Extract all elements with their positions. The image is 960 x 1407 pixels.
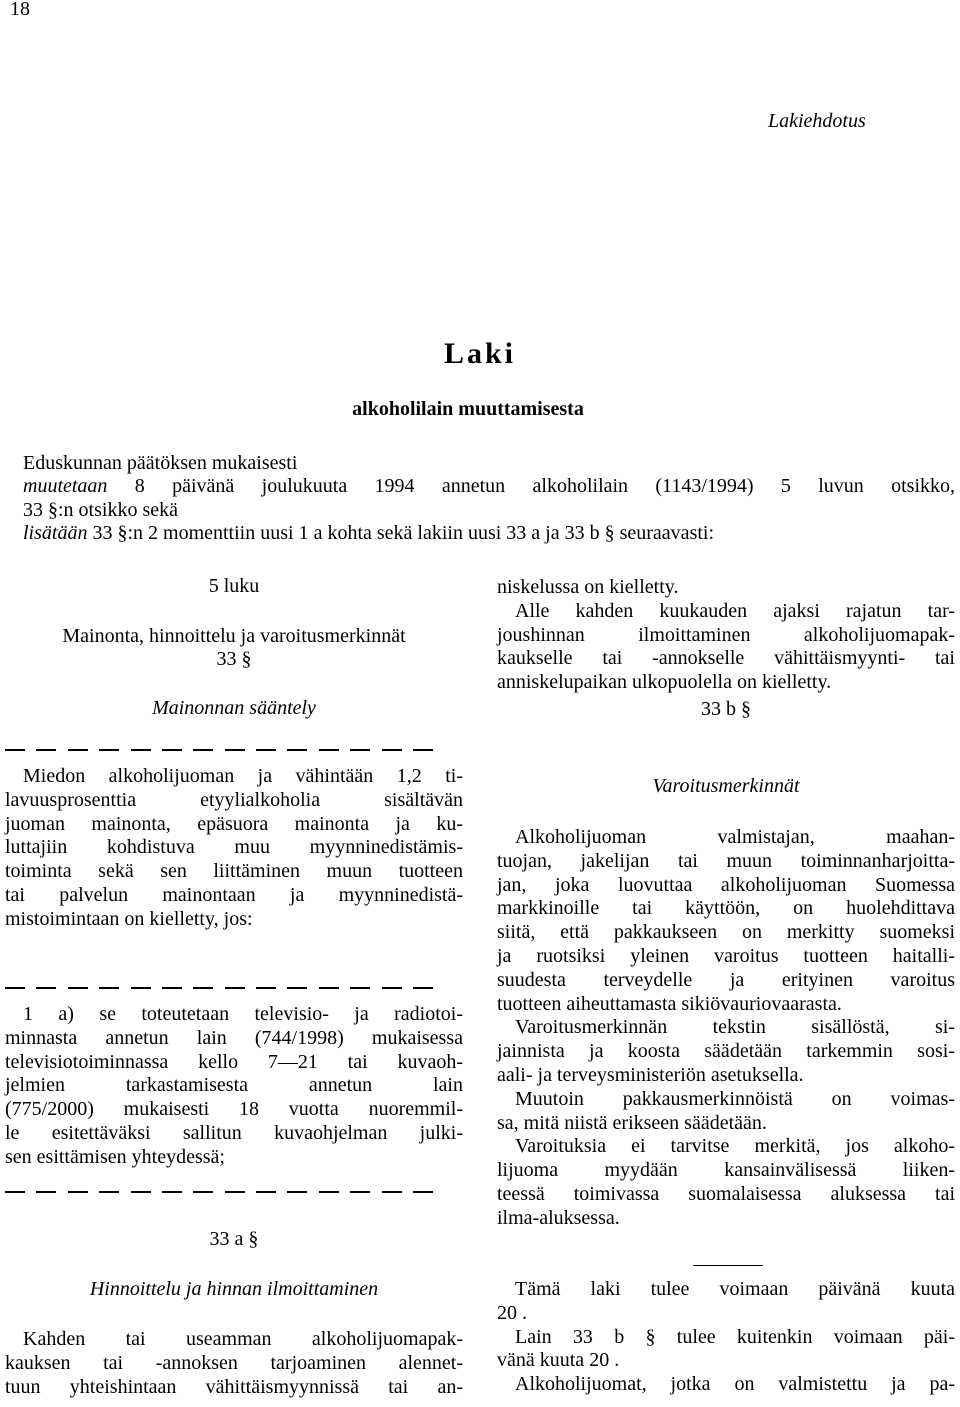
text-line: tai palvelun mainontaan ja myynninedistä-: [5, 883, 463, 906]
text-line: (775/2000) mukaisesti 18 vuotta nuoremmil-: [5, 1098, 463, 1121]
text-line: Varoituksia ei tarvitse merkitä, jos alkoho-: [515, 1135, 955, 1158]
omission-dashes-2: [5, 987, 433, 989]
section-33-title: Mainonnan sääntely: [152, 697, 316, 719]
text-line: tuotteen aiheuttamasta sikiövauriovaarasta.: [497, 992, 842, 1015]
running-header: Lakiehdotus: [768, 110, 866, 132]
omission-dashes-3: [5, 1191, 433, 1193]
text-line: kaukselle tai -annokselle vähittäismyynti- tai: [497, 647, 955, 670]
text-line: aali- ja terveysministeriön asetuksella.: [497, 1063, 804, 1086]
text-line: jan, joka luovuttaa alkoholijuoman Suomessa: [497, 873, 955, 896]
text-line: tuun yhteishintaan vähittäismyynnissä tai an-: [5, 1375, 463, 1398]
text-line: sen esittämisen yhteydessä;: [5, 1145, 225, 1168]
text-line: anniskelupaikan ulkopuolella on kielletty.: [497, 671, 832, 694]
preamble-line-1: Eduskunnan päätöksen mukaisesti: [23, 452, 298, 474]
text-line: sa, mitä niistä erikseen säädetään.: [497, 1111, 767, 1134]
text-line: siitä, että pakkaukseen on merkitty suomeksi: [497, 921, 955, 944]
section-33a-continuation: [497, 576, 955, 695]
text-line: Tämä laki tulee voimaan päivänä kuuta: [515, 1278, 955, 1300]
section-33b-paragraphs: [497, 826, 955, 1231]
text-line: Lain 33 b § tulee kuitenkin voimaan päi-: [515, 1325, 955, 1348]
preamble-line-2-text: 8 päivänä joulukuuta 1994 annetun alkoholilain (1143/1994) 5 luvun otsikko,: [134, 475, 956, 497]
text-line: 20 .: [497, 1301, 527, 1324]
section-33-paragraph-1a: [5, 1003, 463, 1170]
page-number: 18: [10, 0, 30, 20]
text-line: luttajiin kohdistuva muu myynninedistämis-: [5, 836, 463, 859]
section-33a-title: Hinnoittelu ja hinnan ilmoittaminen: [89, 1278, 379, 1300]
text-line: markkinoille tai käyttöön, on huolehdittava: [497, 897, 955, 920]
text-line: niskelussa on kielletty.: [497, 576, 679, 598]
entry-into-force: [497, 1278, 955, 1397]
preamble-line-2: [23, 475, 955, 498]
text-line: lavuusprosenttia etyylialkoholia sisältävän: [5, 788, 463, 811]
section-33-heading: 33 §: [216, 648, 252, 670]
text-line: Miedon alkoholijuoman ja vähintään 1,2 ti-: [23, 765, 463, 787]
separator-rule: [693, 1265, 763, 1266]
omission-dashes-1: [5, 749, 433, 751]
law-subtitle: alkoholilain muuttamisesta: [352, 398, 584, 420]
text-line: Muutoin pakkausmerkinnöistä on voimas-: [515, 1087, 955, 1110]
text-line: jainnista ja koosta säädetään tarkemmin sosi-: [497, 1040, 955, 1063]
text-line: le esitettäväksi sallitun kuvaohjelman julki-: [5, 1121, 463, 1144]
text-line: kauksen tai -annoksen tarjoaminen alennet-: [5, 1351, 463, 1374]
section-33a-heading: 33 a §: [209, 1228, 259, 1250]
text-line: Alle kahden kuukauden ajaksi rajatun tar-: [515, 599, 955, 622]
text-line: toiminta sekä sen liittäminen muun tuotteen: [5, 860, 463, 883]
text-line: lijuoma myydään kansainvälisessä liiken-: [497, 1159, 955, 1182]
section-33a-paragraph-1: [5, 1328, 463, 1399]
preamble-line-4: [23, 522, 714, 545]
chapter-title: Mainonta, hinnoittelu ja varoitusmerkinnät: [62, 625, 406, 647]
law-title: Laki: [443, 337, 517, 370]
preamble-line-3: 33 §:n otsikko sekä: [23, 499, 178, 521]
text-line: vänä kuuta 20 .: [497, 1349, 620, 1372]
text-line: ja ruotsiksi yleinen varoitus tuotteen haitalli-: [497, 944, 955, 967]
text-line: 1 a) se toteutetaan televisio- ja radiotoi-: [23, 1003, 463, 1025]
text-line: tuojan, jakelijan tai muun toiminnanharjoitta-: [497, 849, 955, 872]
text-line: jelmien tarkastamisesta annetun lain: [5, 1074, 463, 1097]
text-line: Alkoholijuoman valmistajan, maahan-: [515, 826, 955, 848]
section-33b-title: Varoitusmerkinnät: [652, 775, 800, 797]
section-33-paragraph-1: [5, 765, 463, 932]
text-line: mistoimintaan on kielletty, jos:: [5, 907, 253, 930]
text-line: Varoitusmerkinnän tekstin sisällöstä, si-: [515, 1016, 955, 1039]
text-line: teessä toimivassa suomalaisessa aluksessa tai: [497, 1182, 955, 1205]
text-line: joushinnan ilmoittaminen alkoholijuomapak-: [497, 623, 955, 646]
text-line: suudesta terveydelle ja erityinen varoitus: [497, 968, 955, 991]
text-line: ilma-aluksessa.: [497, 1206, 620, 1229]
preamble-verb-lisataan: lisätään: [23, 522, 88, 544]
chapter-number: 5 luku: [208, 575, 260, 597]
preamble-line-4-text: 33 §:n 2 momenttiin uusi 1 a kohta sekä lakiin uusi 33 a ja 33 b § seuraavasti:: [92, 522, 715, 544]
text-line: Alkoholijuomat, jotka on valmistettu ja pa-: [515, 1373, 955, 1396]
section-33b-heading: 33 b §: [701, 698, 751, 720]
text-line: juoman mainonta, epäsuora mainonta ja ku-: [5, 812, 463, 835]
preamble-verb-muutetaan: muutetaan: [23, 475, 108, 497]
text-line: Kahden tai useamman alkoholijuomapak-: [23, 1328, 463, 1350]
text-line: televisiotoiminnassa kello 7—21 tai kuvaoh-: [5, 1050, 463, 1073]
text-line: minnasta annetun lain (744/1998) mukaisessa: [5, 1026, 463, 1049]
